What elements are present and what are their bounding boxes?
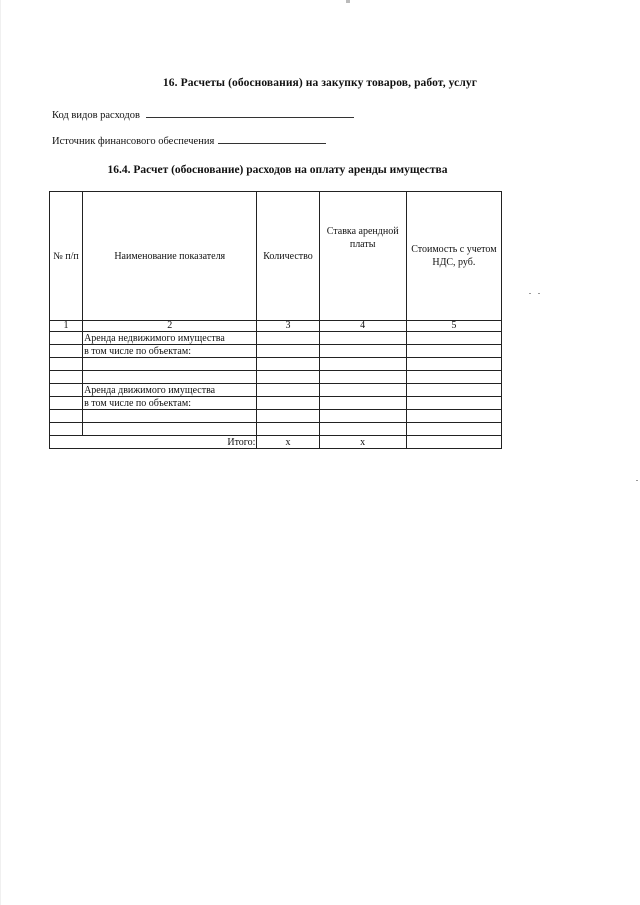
funding-source-field [52, 134, 326, 147]
table-header-row [50, 192, 502, 321]
value-cell[interactable] [257, 384, 319, 397]
column-header: Количество [257, 192, 319, 321]
column-header: Наименование показателя [83, 192, 257, 321]
expense-code-field [52, 108, 354, 121]
scan-edge [0, 0, 1, 905]
column-number: 1 [50, 321, 83, 332]
indicator-name-cell [83, 371, 257, 384]
value-cell[interactable] [319, 397, 406, 410]
value-cell[interactable] [50, 423, 83, 436]
value-cell[interactable] [257, 332, 319, 345]
value-cell[interactable] [319, 332, 406, 345]
scan-speck [529, 293, 531, 294]
funding-source-blank[interactable] [218, 134, 326, 144]
total-label: Итого: [50, 436, 257, 449]
table-row [50, 358, 502, 371]
value-cell[interactable] [319, 384, 406, 397]
scan-speck [636, 480, 638, 481]
indicator-name-cell: Аренда недвижимого имущества [83, 332, 257, 345]
value-cell[interactable] [406, 358, 501, 371]
value-cell[interactable] [406, 423, 501, 436]
scan-speck [538, 293, 540, 294]
value-cell[interactable] [50, 397, 83, 410]
table-row [50, 345, 502, 358]
value-cell[interactable] [50, 332, 83, 345]
value-cell[interactable] [257, 423, 319, 436]
column-header: Стоимость с учетом НДС, руб. [406, 192, 501, 321]
column-number: 5 [406, 321, 501, 332]
expense-code-label: Код видов расходов [52, 110, 140, 121]
value-cell[interactable] [50, 384, 83, 397]
indicator-name-cell [83, 410, 257, 423]
expense-code-blank[interactable] [146, 108, 354, 118]
total-quantity: x [257, 436, 319, 449]
table-row [50, 384, 502, 397]
value-cell[interactable] [406, 332, 501, 345]
value-cell[interactable] [257, 410, 319, 423]
value-cell[interactable] [406, 371, 501, 384]
funding-source-label: Источник финансового обеспечения [52, 136, 215, 147]
column-number-row [50, 321, 502, 332]
value-cell[interactable] [50, 358, 83, 371]
subsection-heading: 16.4. Расчет (обоснование) расходов на оплату аренды имущества [107, 164, 448, 176]
value-cell[interactable] [257, 345, 319, 358]
value-cell[interactable] [257, 358, 319, 371]
value-cell[interactable] [406, 345, 501, 358]
table-row [50, 371, 502, 384]
value-cell[interactable] [319, 371, 406, 384]
indicator-name-cell [83, 423, 257, 436]
indicator-name-cell: в том числе по объектам: [83, 397, 257, 410]
value-cell[interactable] [319, 423, 406, 436]
value-cell[interactable] [50, 410, 83, 423]
total-cost[interactable] [406, 436, 501, 449]
table-row [50, 332, 502, 345]
value-cell[interactable] [50, 345, 83, 358]
indicator-name-cell: Аренда движимого имущества [83, 384, 257, 397]
section-heading: 16. Расчеты (обоснования) на закупку товаров, работ, услуг [162, 77, 478, 89]
column-number: 2 [83, 321, 257, 332]
table-row [50, 397, 502, 410]
rent-calculation-table [49, 191, 502, 449]
value-cell[interactable] [319, 345, 406, 358]
total-rate: x [319, 436, 406, 449]
indicator-name-cell: в том числе по объектам: [83, 345, 257, 358]
column-number: 4 [319, 321, 406, 332]
total-row [50, 436, 502, 449]
table-row [50, 410, 502, 423]
indicator-name-cell [83, 358, 257, 371]
value-cell[interactable] [319, 410, 406, 423]
column-header: Ставка арендной платы [319, 192, 406, 321]
value-cell[interactable] [406, 384, 501, 397]
column-header: № п/п [50, 192, 83, 321]
value-cell[interactable] [406, 410, 501, 423]
scan-mark [346, 0, 350, 3]
table-row [50, 423, 502, 436]
value-cell[interactable] [257, 397, 319, 410]
value-cell[interactable] [50, 371, 83, 384]
value-cell[interactable] [257, 371, 319, 384]
value-cell[interactable] [406, 397, 501, 410]
column-number: 3 [257, 321, 319, 332]
value-cell[interactable] [319, 358, 406, 371]
